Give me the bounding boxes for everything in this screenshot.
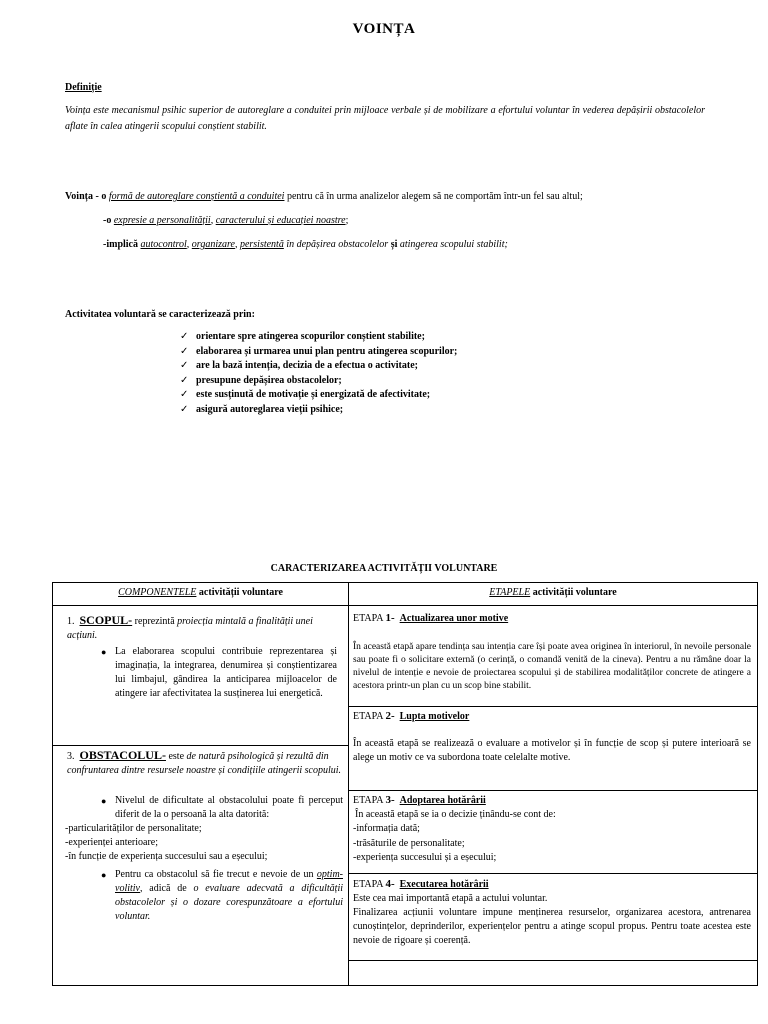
obstacol-optim-volitiv: optim-volitiv (115, 869, 343, 894)
obstacol-detail2 (115, 868, 343, 924)
activity-checklist (180, 330, 457, 417)
scop-num: 1. (67, 616, 75, 627)
scop-text1: reprezintă (132, 616, 178, 627)
obstacol-heading (67, 748, 343, 778)
check-item-text: este susținută de motivație și energizată de afectivitate; (196, 389, 431, 400)
etapa-4-text: Finalizarea acțiunii voluntare impune menținerea resurselor, organizarea acestora, antrenarea cunoștințelor, deprinderilor, experiențelor pentru a atinge scopul propus. Pentru toate acestea este nevoie de rigoare și coerență. (353, 907, 751, 946)
etapa-num: 4- (385, 878, 395, 890)
check-item (180, 374, 457, 389)
table-divider (348, 583, 349, 985)
voice-l2-prefix: -o (103, 215, 114, 226)
obstacol-term: OBSTACOLUL- (79, 748, 166, 762)
scop-detail: La elaborarea scopului contribuie reprezentarea și imaginația, la integrarea, denumirea și conștientizarea lui limbajul, gândirea la anticiparea mijloacelor de atingere iar afectivitatea la susținerea lui energetică. (115, 646, 337, 699)
obstacol-detail2c: , adică de (140, 883, 194, 894)
voice-line-2 (103, 214, 348, 227)
etapa-2-text: În această etapă se realizează o evaluare a motivelor și în funcție de scop și putere interioară se alege un motiv ce va subordona toate celelalte motive. (353, 738, 751, 763)
obstacol-detail1: Nivelul de dificultate al obstacolului poate fi perceput diferit de la o persoană la alta datorită: (115, 795, 343, 820)
voice-l3-si: și (390, 239, 398, 250)
obstacol-list-item: -experienței anterioare; (65, 837, 158, 848)
check-icon: ✓ (180, 374, 189, 386)
check-item-text: asigură autoreglarea vieții psihice; (196, 403, 344, 415)
voice-l1-prefix: - o (92, 191, 109, 202)
voice-line-3 (103, 238, 508, 251)
right-header-rest: activității voluntare (530, 587, 617, 598)
obstacol-detail2a: Pentru ca obstacolul să fie trecut e nevoie de un (115, 869, 317, 880)
table-divider (348, 790, 757, 791)
etapa-1-text: În această etapă apare tendința sau intenția care își poate avea originea în interiorul, în nevoile personale sau poate fi o solicitare externă (o cerință, o comandă venită de la cineva). Pentru a nu rămâne doar la nivelul de intenție e nevoie de proiectarea scopului și de stabilirea modalităților concrete de atingere a acestora printr-un plan cu un scop bine stabilit. (353, 642, 751, 691)
check-item (180, 359, 457, 374)
check-icon: ✓ (180, 403, 189, 415)
etapa-4-heading (353, 877, 489, 892)
right-header-word: ETAPELE (489, 587, 531, 598)
etapa-4-line1: Este cea mai importantă etapă a actului voluntar. (353, 893, 548, 904)
left-header (53, 586, 348, 599)
check-icon: ✓ (180, 345, 189, 357)
scop-term: SCOPUL- (79, 613, 133, 627)
etapa-name: Executarea hotărârii (399, 879, 489, 890)
etapa-3-line: În această etapă se ia o decizie ținându-se cont de: (355, 809, 556, 820)
voice-l2-link1: expresie a personalității (113, 215, 211, 226)
voice-term: Voința (65, 191, 93, 202)
voice-l2-link2: caracterului și educației noastre (215, 215, 346, 226)
obstacol-list-item: -particularităților de personalitate; (65, 823, 202, 834)
check-item-text: presupune depășirea obstacolelor; (196, 374, 342, 386)
etapa-1-heading (353, 611, 508, 626)
check-icon: ✓ (180, 360, 189, 371)
voice-l3-link1: autocontrol (140, 239, 187, 250)
obstacol-detail2d: o evaluare adecvată a dificultății obstacolelor și o dozare corespunzătoare a efortului voluntar. (115, 883, 343, 922)
voice-l3-link3: persistentă (239, 239, 284, 250)
characterization-table (52, 582, 758, 986)
voice-l3-prefix: -implică (103, 239, 141, 250)
voice-l3-sep2: , (234, 239, 240, 250)
table-divider (348, 706, 757, 707)
page-title: VOINȚA (352, 21, 416, 37)
etapa-num: 3- (385, 794, 395, 806)
left-header-word: COMPONENTELE (118, 587, 197, 598)
check-item (180, 388, 457, 403)
table-title: CARACTERIZAREA ACTIVITĂȚII VOLUNTARE (270, 563, 498, 574)
voice-l3-sep1: , (186, 239, 192, 250)
right-header (349, 586, 757, 599)
voice-l1-rest: pentru că în urma analizelor alegem să ne comportăm într-un fel sau altul; (284, 191, 583, 202)
scop-heading (67, 613, 337, 643)
check-item-text: are la bază intenția, decizia de a efectua o activitate; (196, 360, 418, 371)
voice-l3-rest2: atingerea scopului stabilit; (397, 239, 508, 250)
check-item (180, 403, 457, 418)
check-item-text: orientare spre atingerea scopurilor conștient stabilite; (196, 331, 425, 342)
table-divider (53, 745, 348, 746)
etapa-label: ETAPA (353, 711, 386, 722)
left-header-rest: activității voluntare (196, 587, 283, 598)
scop-text2: proiecția mintală a finalității unei acțiuni. (67, 616, 313, 641)
etapa-2-heading (353, 709, 469, 724)
etapa-3-line: -trăsăturile de personalitate; (353, 838, 465, 849)
voice-l3-link2: organizare (191, 239, 235, 250)
check-item (180, 345, 457, 360)
check-item (180, 330, 457, 345)
etapa-num: 2- (385, 710, 395, 722)
voice-line-1 (65, 190, 755, 203)
table-divider (348, 873, 757, 874)
table-divider (348, 960, 757, 961)
check-icon: ✓ (180, 389, 189, 400)
voice-l2-sep: , (210, 215, 216, 226)
check-item-text: elaborarea și urmarea unui plan pentru atingerea scopurilor; (196, 345, 458, 357)
etapa-label: ETAPA (353, 795, 386, 806)
definition-heading: Definiție (65, 82, 102, 93)
bullet-icon: ● (101, 870, 107, 880)
obstacol-text1: este (165, 751, 187, 762)
etapa-name: Adoptarea hotărârii (399, 795, 486, 806)
etapa-3-heading (353, 793, 486, 808)
table-divider (53, 605, 757, 606)
obstacol-list-item: -în funcție de experiența succesului sau a eșecului; (65, 851, 268, 862)
check-icon: ✓ (180, 331, 189, 342)
voice-l3-rest1: în depășirea obstacolelor (283, 239, 391, 250)
etapa-3-line: -informația dată; (353, 823, 420, 834)
etapa-label: ETAPA (353, 613, 386, 624)
voice-l2-end: ; (345, 215, 349, 226)
bullet-icon: ● (101, 647, 107, 657)
bullet-icon: ● (101, 796, 107, 806)
etapa-name: Actualizarea unor motive (399, 613, 509, 624)
voice-l1-link: formă de autoreglare conștientă a conduitei (108, 191, 285, 202)
etapa-label: ETAPA (353, 879, 386, 890)
etapa-num: 1- (385, 612, 395, 624)
obstacol-num: 3. (67, 751, 75, 762)
definition-text: Voința este mecanismul psihic superior de autoreglare a conduitei prin mijloace verbale și de mobilizare a efortului voluntar în vederea depășirii obstacolelor aflate în calea atingerii scopului conștient stabilit. (65, 105, 705, 132)
etapa-name: Lupta motivelor (399, 711, 470, 722)
activity-heading: Activitatea voluntară se caracterizează prin: (65, 309, 255, 320)
etapa-3-line: -experiența succesului și a eșecului; (353, 852, 497, 863)
obstacol-text2: de natură psihologică și rezultă din confruntarea dintre resursele noastre și condițiile atingerii scopului. (67, 751, 342, 776)
